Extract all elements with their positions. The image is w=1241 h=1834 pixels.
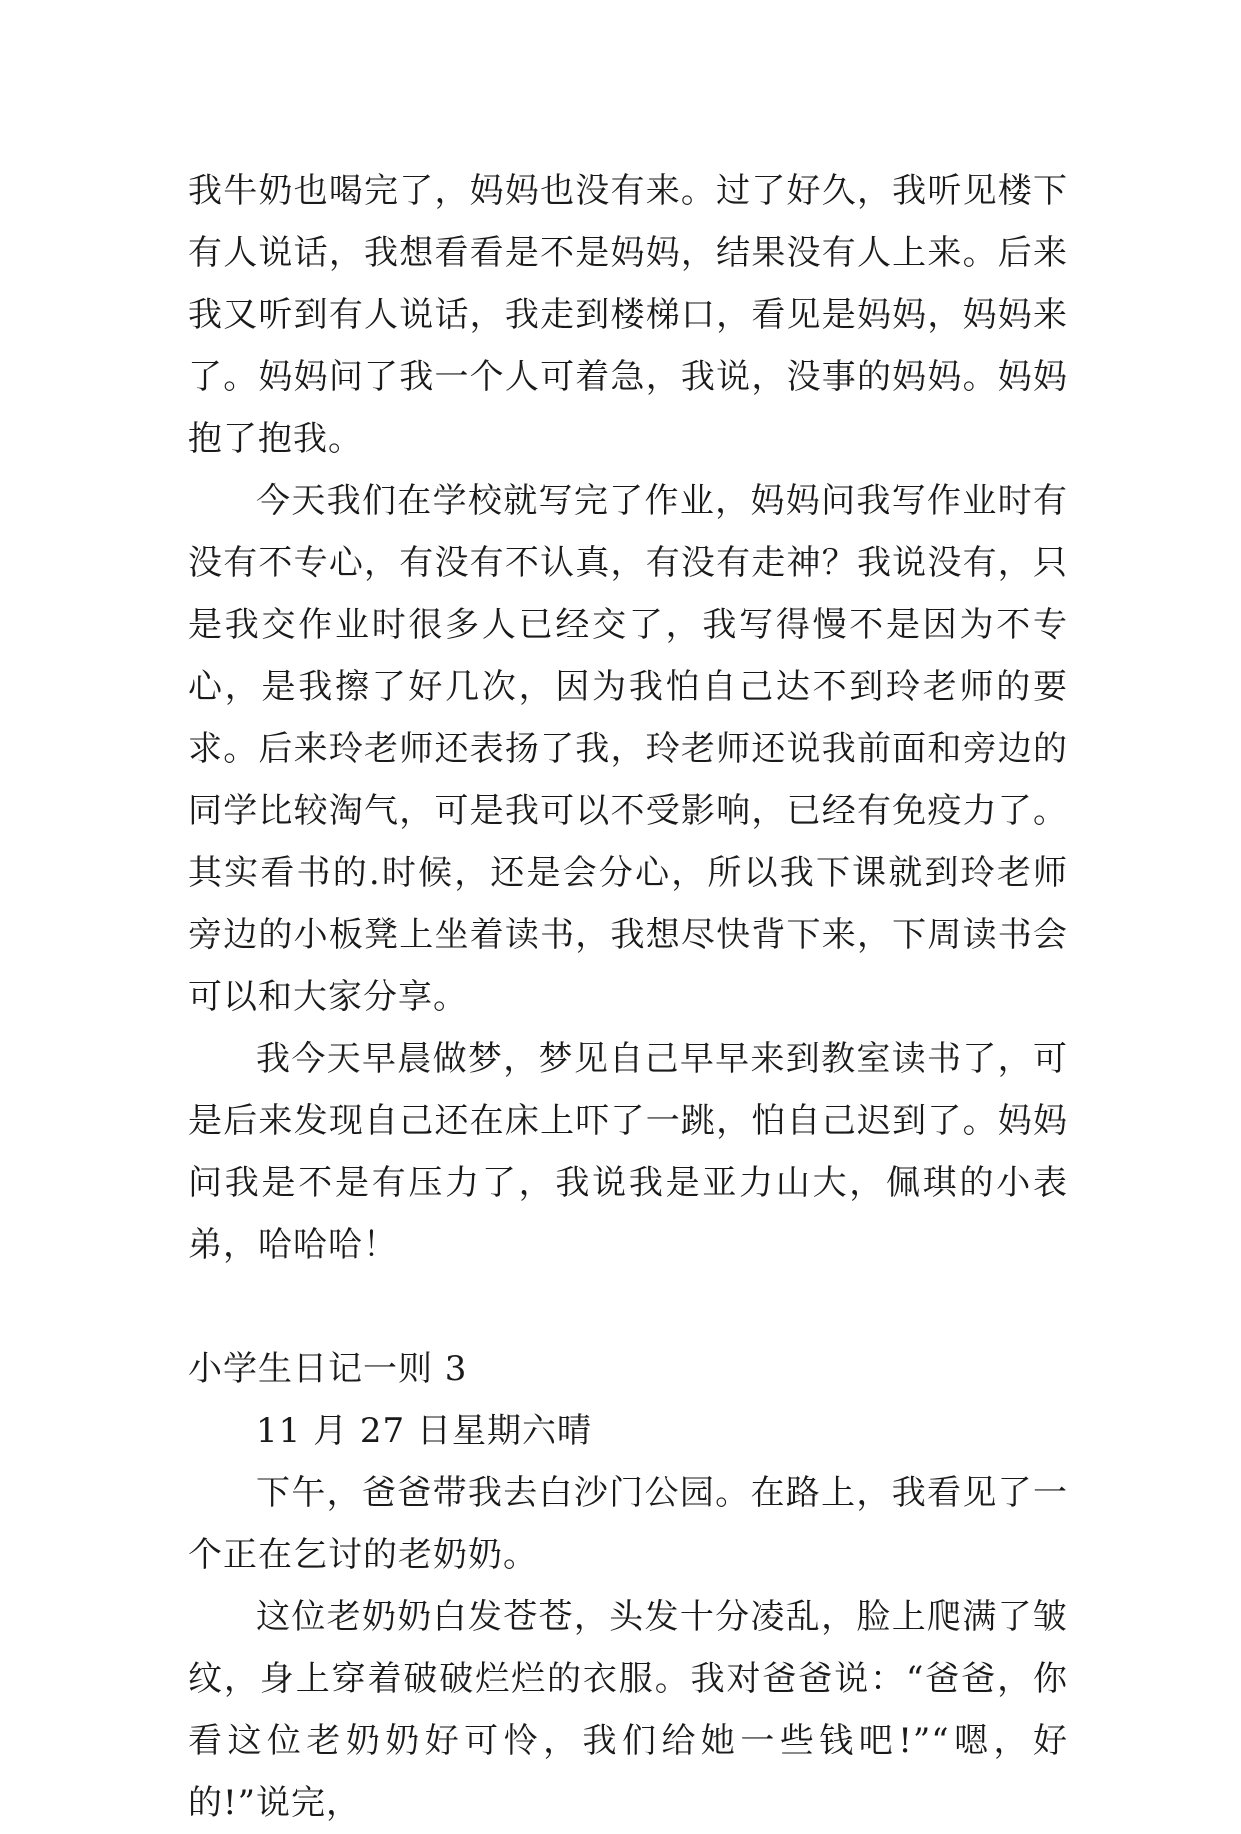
section-title: 小学生日记一则 3 <box>188 1349 468 1389</box>
paragraph-1: 我牛奶也喝完了，妈妈也没有来。过了好久，我听见楼下有人说话，我想看看是不是妈妈，结果没有人上来。后来我又听到有人说话，我走到楼梯口，看见是妈妈，妈妈来了。妈妈问了我一个人可着急，我说，没事的妈妈。妈妈抱了抱我。 <box>188 171 1068 459</box>
diary-date: 11 月 27 日星期六晴 <box>256 1411 592 1451</box>
paragraph-5: 下午，爸爸带我去白沙门公园。在路上，我看见了一个正在乞讨的老奶奶。 <box>188 1473 1068 1575</box>
paragraph-6: 这位老奶奶白发苍苍，头发十分凌乱，脸上爬满了皱纹，身上穿着破破烂烂的衣服。我对爸爸说：“爸爸，你看这位老奶奶好可怜，我们给她一些钱吧!”“嗯，好的!”说完， <box>188 1597 1068 1823</box>
document-body <box>188 160 1068 1834</box>
paragraph-2: 今天我们在学校就写完了作业，妈妈问我写作业时有没有不专心，有没有不认真，有没有走神？我说没有，只是我交作业时很多人已经交了，我写得慢不是因为不专心，是我擦了好几次，因为我怕自己达不到玲老师的要求。后来玲老师还表扬了我，玲老师还说我前面和旁边的同学比较淘气，可是我可以不受影响，已经有免疫力了。其实看书的.时候，还是会分心，所以我下课就到玲老师旁边的小板凳上坐着读书，我想尽快背下来，下周读书会可以和大家分享。 <box>188 481 1068 1017</box>
paragraph-3: 我今天早晨做梦，梦见自己早早来到教室读书了，可是后来发现自己还在床上吓了一跳，怕自己迟到了。妈妈问我是不是有压力了，我说我是亚力山大，佩琪的小表弟，哈哈哈！ <box>188 1039 1068 1265</box>
